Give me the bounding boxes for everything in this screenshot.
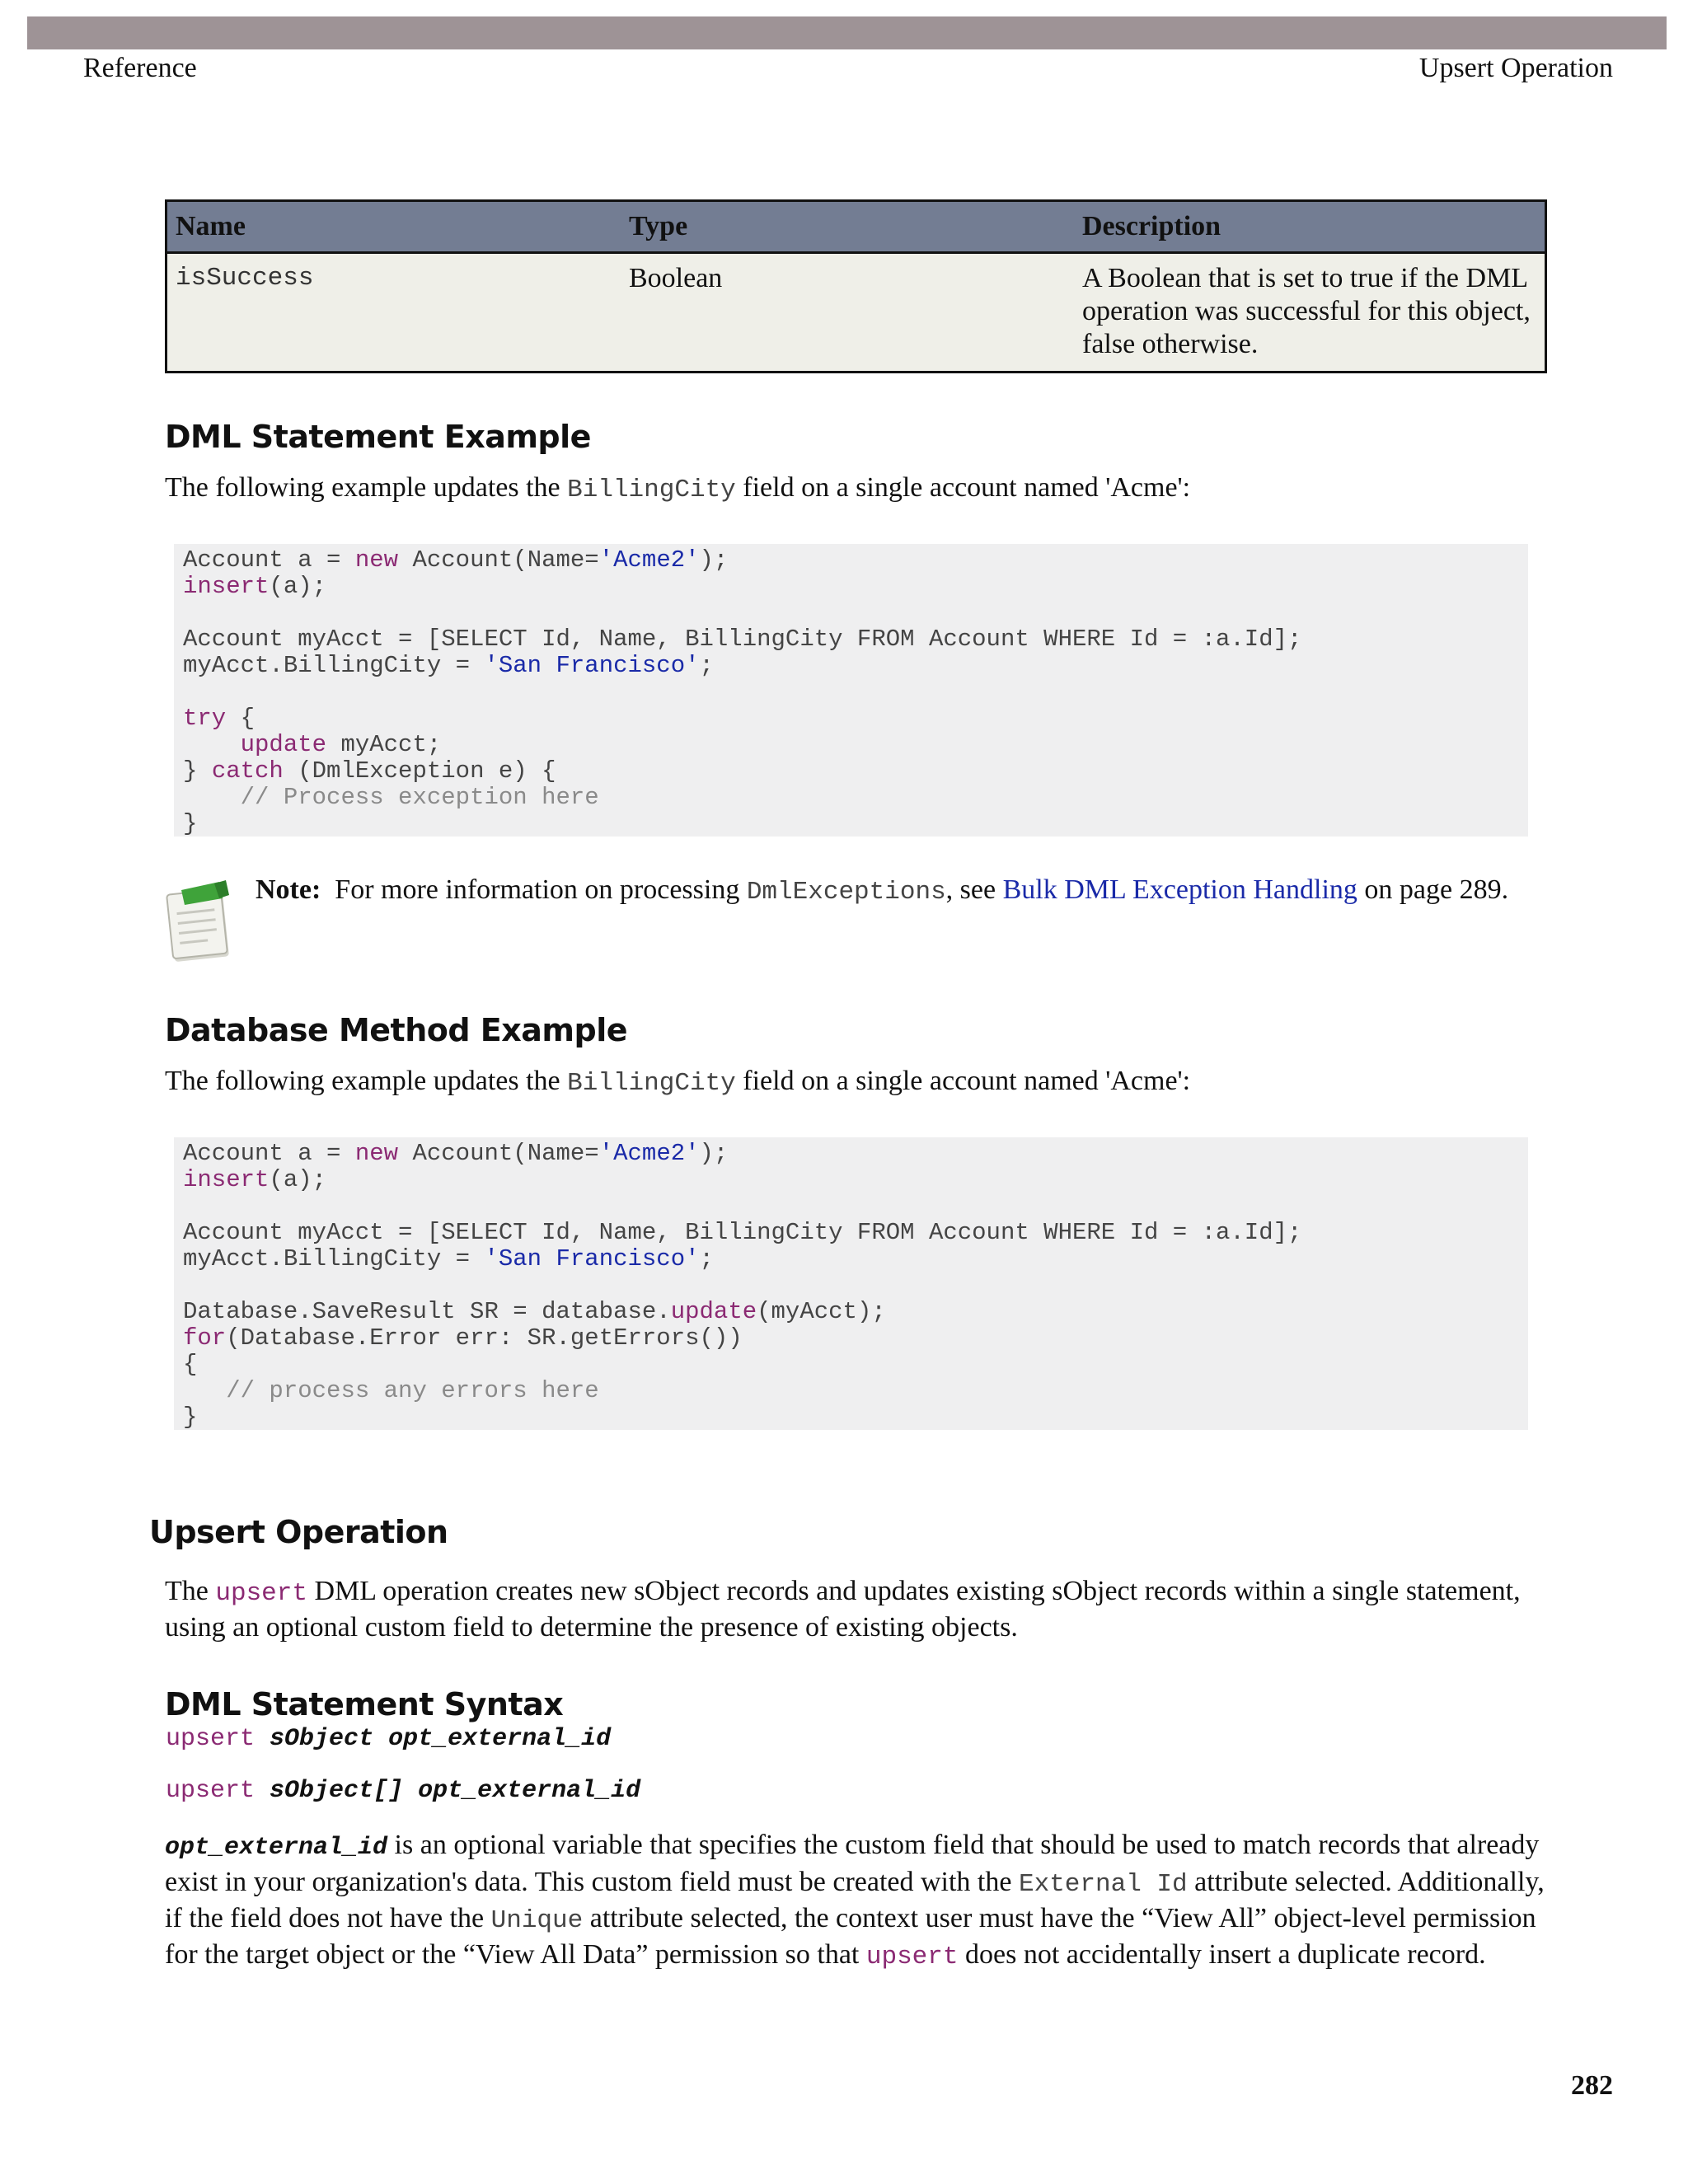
inline-code: BillingCity — [567, 1069, 736, 1098]
term-opt-external-id: opt_external_id — [165, 1834, 388, 1862]
syntax-heading: DML Statement Syntax — [165, 1686, 564, 1722]
cell-name: isSuccess — [166, 253, 621, 373]
inline-code: BillingCity — [567, 476, 736, 504]
bulk-dml-link[interactable]: Bulk DML Exception Handling — [1002, 874, 1357, 905]
db-example-intro: The following example updates the BillingCity field on a single account named 'Acme': — [165, 1066, 1191, 1098]
dml-code-block: Account a = new Account(Name='Acme2'); insert(a); Account myAcct = [SELECT Id, Name, BillingCity FROM Account WHERE Id = :a.Id]; myAcct.BillingCity = 'San Francisco'; try { update myAcct; } catch (DmlException e) { // Process exception here } — [174, 544, 1528, 837]
syntax-line-1: upsert sObject opt_external_id — [166, 1725, 612, 1753]
running-header-left: Reference — [83, 53, 197, 83]
syntax-description: opt_external_id is an optional variable that specifies the custom field that should be used to match records that already exist in your organization's data. This custom field must be created with the External Id attribute selected. Additionally, if the field does not have the Unique attribute selected, the context user must have the “View All” object-level permission for the target object or the “View All Data” permission so that upsert does not accidentally insert a duplicate record. — [165, 1830, 1545, 1971]
note-label: Note: — [256, 874, 321, 905]
note-text: Note: For more information on processing DmlExceptions, see Bulk DML Exception Handling on page 289. — [256, 874, 1509, 907]
col-header-description: Description — [1074, 201, 1546, 253]
col-header-type: Type — [621, 201, 1074, 253]
inline-code: upsert — [865, 1943, 959, 1971]
property-table — [165, 199, 1547, 373]
upsert-heading: Upsert Operation — [149, 1514, 448, 1550]
db-code-block: Account a = new Account(Name='Acme2'); insert(a); Account myAcct = [SELECT Id, Name, BillingCity FROM Account WHERE Id = :a.Id]; myAcct.BillingCity = 'San Francisco'; Database.SaveResult SR = database.update(myAcct); for(Database.Error err: SR.getErrors()) { // process any errors here } — [174, 1137, 1528, 1430]
note-icon — [165, 879, 236, 963]
inline-code: External Id — [1018, 1870, 1188, 1899]
inline-code: Unique — [490, 1906, 584, 1935]
top-bar — [27, 16, 1667, 49]
cell-type: Boolean — [621, 253, 1074, 373]
dml-example-intro: The following example updates the BillingCity field on a single account named 'Acme': — [165, 472, 1191, 504]
db-example-heading: Database Method Example — [165, 1012, 628, 1048]
inline-code: DmlExceptions — [746, 878, 946, 907]
dml-example-heading: DML Statement Example — [165, 419, 591, 455]
cell-description: A Boolean that is set to true if the DML operation was successful for this object, false otherwise. — [1074, 253, 1546, 373]
syntax-line-2: upsert sObject[] opt_external_id — [166, 1777, 641, 1805]
upsert-description: The upsert DML operation creates new sObject records and updates existing sObject records within a single statement, using an optional custom field to determine the presence of existing objects. — [165, 1576, 1521, 1643]
page-number: 282 — [1571, 2070, 1613, 2101]
col-header-name: Name — [166, 201, 621, 253]
inline-code: upsert — [215, 1579, 307, 1608]
table-header-row — [166, 201, 1546, 253]
running-header-right: Upsert Operation — [1418, 53, 1613, 83]
table-row — [166, 253, 1546, 373]
